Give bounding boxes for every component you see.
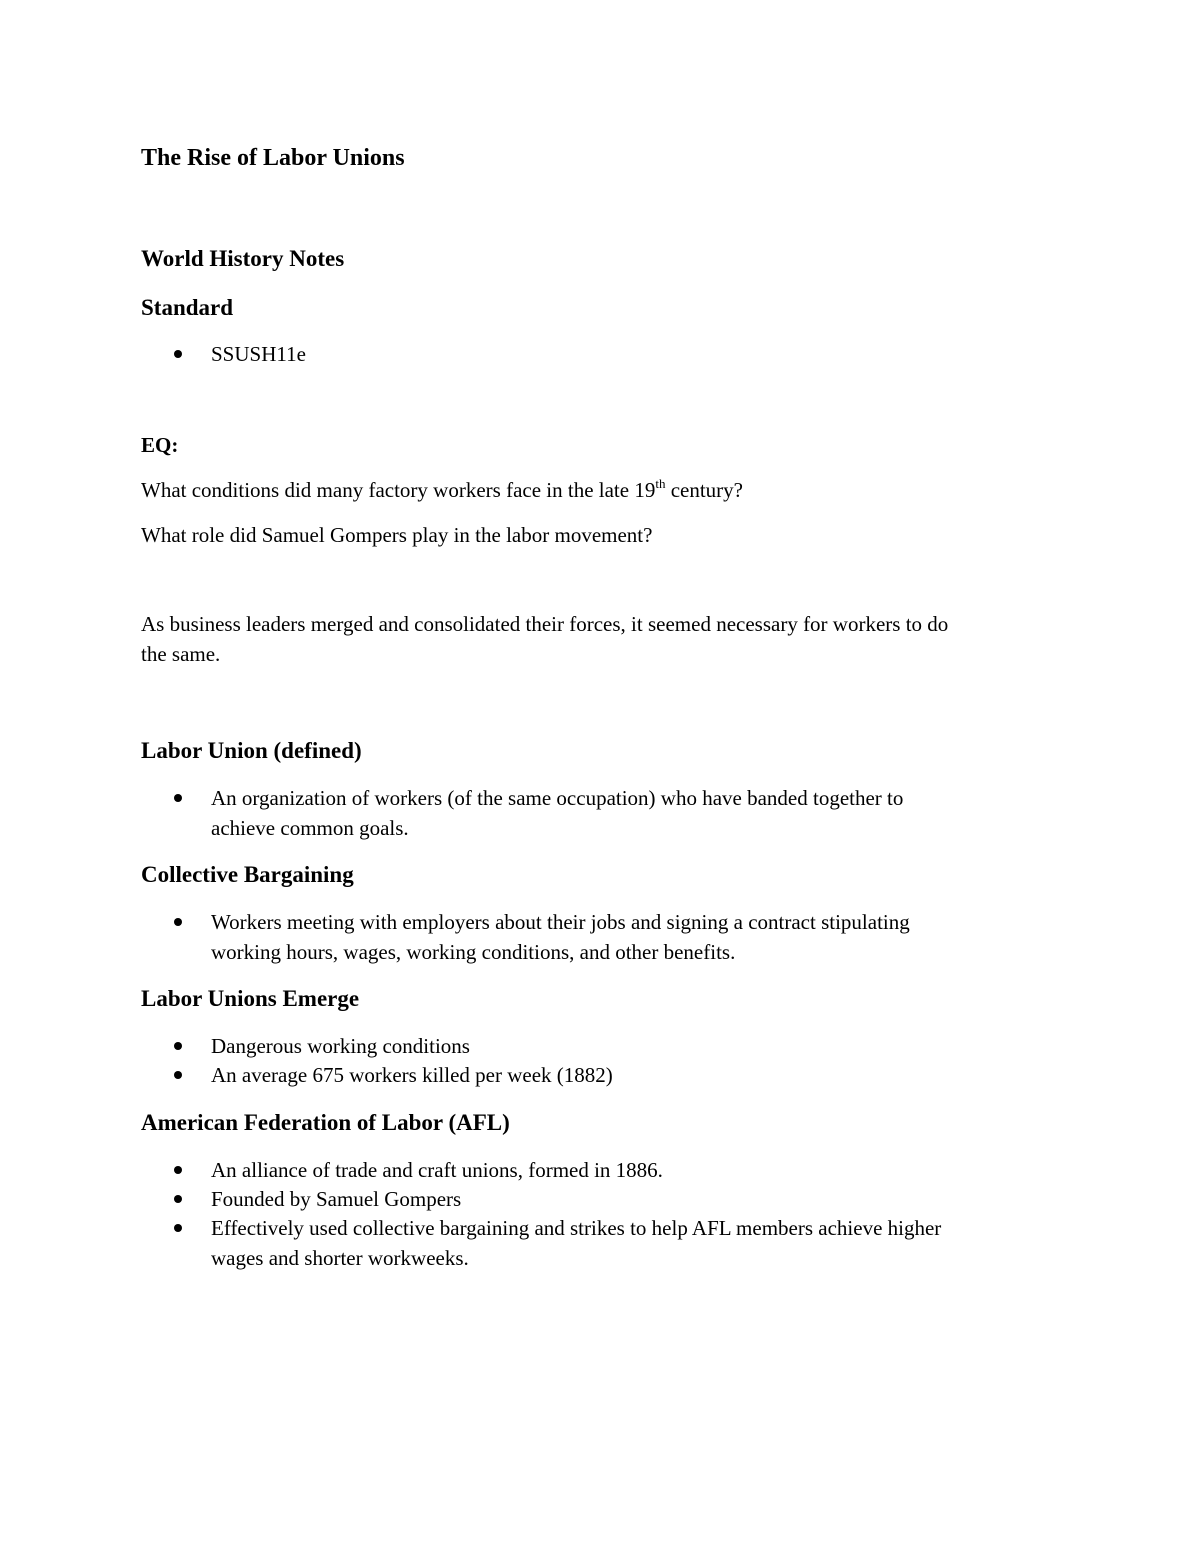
- bullet-icon: [174, 350, 182, 358]
- eq-question-2: What role did Samuel Gompers play in the labor movement?: [141, 523, 653, 547]
- list-item-line: An organization of workers (of the same occupation) who have banded together to: [211, 786, 904, 810]
- section-heading-collective-bargaining: Collective Bargaining: [141, 862, 354, 887]
- list-item: [211, 1213, 941, 1273]
- list-item-line: Dangerous working conditions: [211, 1034, 470, 1058]
- list-item: [211, 783, 903, 843]
- section-heading-afl: American Federation of Labor (AFL): [141, 1110, 510, 1135]
- list-item-line: achieve common goals.: [211, 816, 409, 840]
- bullet-icon: [174, 1071, 182, 1079]
- bullet-icon: [174, 1224, 182, 1232]
- bullet-icon: [174, 918, 182, 926]
- standard-heading: Standard: [141, 295, 234, 320]
- list-item-line: An alliance of trade and craft unions, formed in 1886.: [211, 1158, 663, 1182]
- section-heading-labor-unions-emerge: Labor Unions Emerge: [141, 986, 360, 1011]
- list-item-line: wages and shorter workweeks.: [211, 1246, 469, 1270]
- list-item: [211, 1155, 663, 1185]
- list-item-line: Workers meeting with employers about their jobs and signing a contract stipulating: [211, 910, 910, 934]
- eq-question-1-text: What conditions did many factory workers face in the late 19: [141, 478, 656, 502]
- list-item-line: An average 675 workers killed per week (1882): [211, 1063, 613, 1087]
- standard-item: SSUSH11e: [211, 342, 306, 366]
- list-item: [211, 1184, 461, 1214]
- list-item: [211, 907, 910, 967]
- bullet-icon: [174, 1195, 182, 1203]
- list-item-line: working hours, wages, working conditions, and other benefits.: [211, 940, 736, 964]
- document-title: The Rise of Labor Unions: [141, 145, 405, 171]
- list-item: [211, 1060, 613, 1090]
- intro-line-1: As business leaders merged and consolidated their forces, it seemed necessary for workers to do: [141, 612, 949, 636]
- list-item: [211, 1031, 470, 1061]
- eq-question-1-superscript: th: [655, 476, 666, 491]
- eq-label: EQ:: [141, 433, 179, 457]
- bullet-icon: [174, 1042, 182, 1050]
- intro-paragraph: [141, 609, 1061, 669]
- subtitle-heading: World History Notes: [141, 246, 345, 271]
- bullet-icon: [174, 1166, 182, 1174]
- intro-line-2: the same.: [141, 642, 221, 666]
- list-item-line: Effectively used collective bargaining and strikes to help AFL members achieve higher: [211, 1216, 942, 1240]
- eq-question-1-text-end: century?: [665, 478, 743, 502]
- eq-question-1: [141, 475, 743, 505]
- bullet-icon: [174, 794, 182, 802]
- list-item-line: Founded by Samuel Gompers: [211, 1187, 462, 1211]
- section-heading-labor-union: Labor Union (defined): [141, 738, 362, 763]
